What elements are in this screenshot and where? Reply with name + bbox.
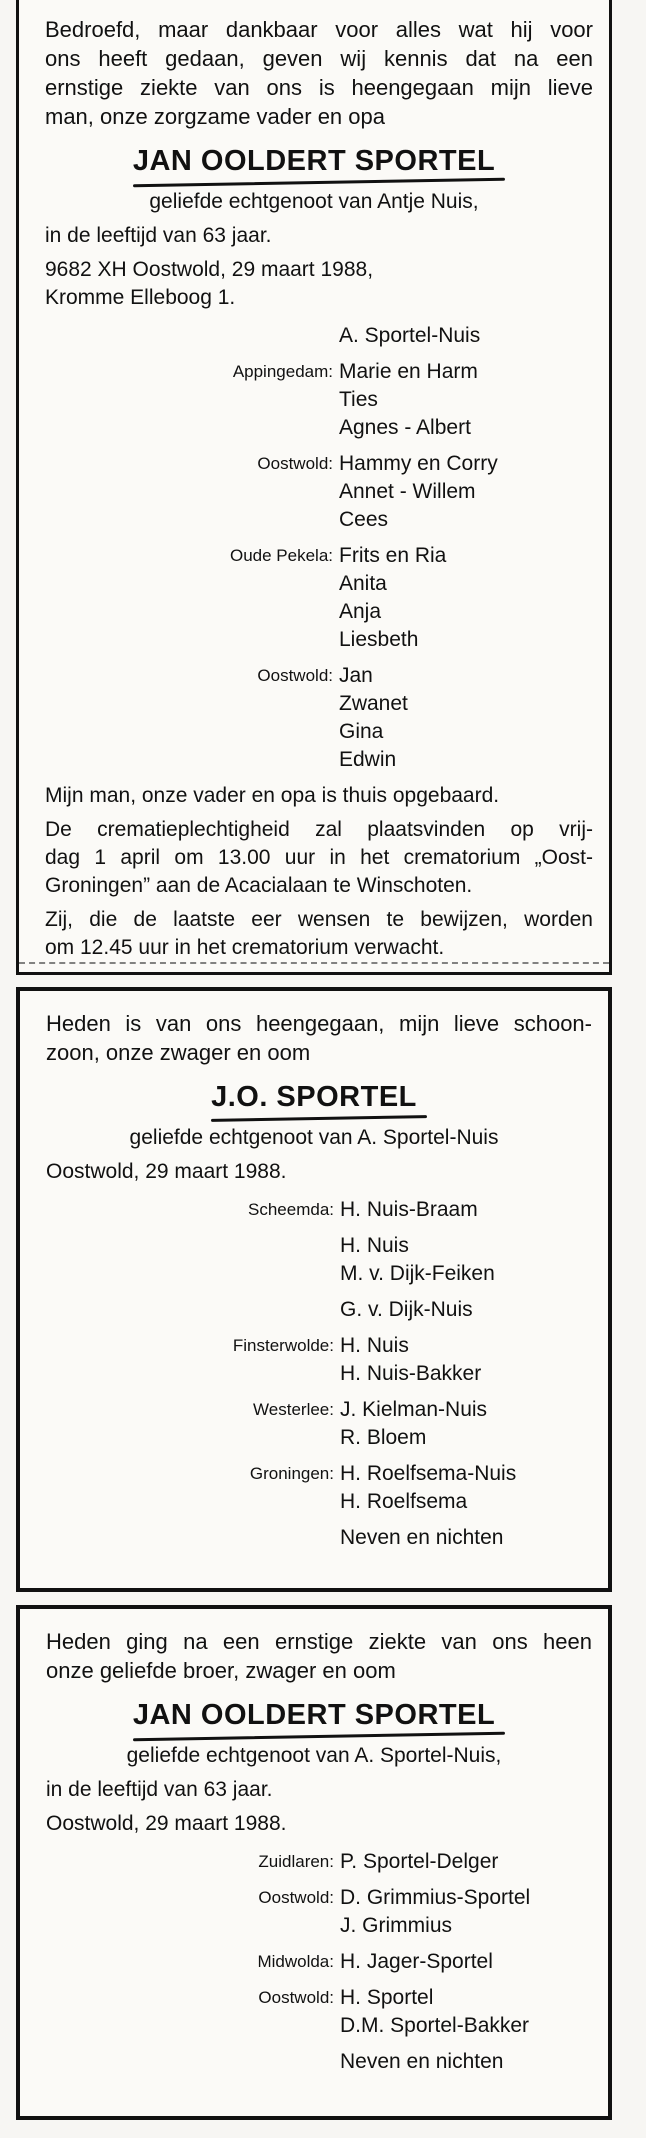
- deceased-name: JAN OOLDERT SPORTEL: [132, 1699, 496, 1731]
- closing-line: dag 1 april om 13.00 uur in het crematorium „Oost-: [45, 846, 593, 869]
- family-group: [35, 662, 593, 774]
- family-member: J. Kielman-Nuis: [340, 1398, 488, 1421]
- address: [45, 256, 593, 312]
- intro-line: zoon, onze zwager en oom: [46, 1040, 311, 1065]
- family-group: [36, 1196, 592, 1224]
- family-place: Groningen:: [249, 1464, 334, 1483]
- family-member: Frits en Ria: [339, 544, 447, 567]
- death-notice-1: [16, 0, 612, 975]
- family-place: [36, 1232, 340, 1288]
- family-member: H. Nuis-Bakker: [340, 1362, 482, 1385]
- family-group: [35, 450, 593, 534]
- family-member: A. Sportel-Nuis: [339, 324, 481, 347]
- family-member: J. Grimmius: [340, 1914, 452, 1937]
- family-list: [36, 1848, 592, 2076]
- family-place: Finsterwolde:: [232, 1336, 334, 1355]
- notice-intro: [46, 1627, 592, 1685]
- notice-intro: [46, 1009, 592, 1067]
- notice-intro: [45, 15, 593, 131]
- family-group: [36, 1232, 592, 1288]
- family-group: [36, 1396, 592, 1452]
- intro-line: Heden is van ons heengegaan, mijn lieve schoon-: [46, 1011, 592, 1036]
- family-group: [36, 1296, 592, 1324]
- closing-line: om 12.45 uur in het crematorium verwacht.: [45, 936, 445, 959]
- family-group: [36, 1332, 592, 1388]
- spouse-line: geliefde echtgenoot van Antje Nuis,: [149, 190, 479, 213]
- family-place: [36, 2048, 340, 2076]
- family-place: Appingedam:: [232, 362, 333, 381]
- divider: [19, 962, 609, 966]
- family-group: [36, 1460, 592, 1516]
- family-member: G. v. Dijk-Nuis: [340, 1298, 473, 1321]
- family-member: Zwanet: [339, 692, 408, 715]
- family-group: [36, 1948, 592, 1976]
- family-place: [35, 322, 339, 350]
- date-line: Oostwold, 29 maart 1988.: [46, 1160, 287, 1183]
- family-list: [35, 322, 593, 774]
- closing-text: [45, 906, 593, 962]
- spouse-line: geliefde echtgenoot van A. Sportel-Nuis: [129, 1126, 499, 1149]
- family-member: H. Nuis-Braam: [340, 1198, 478, 1221]
- family-group: [36, 1984, 592, 2040]
- closing-text: [45, 816, 593, 900]
- family-member: Cees: [339, 508, 389, 531]
- family-list: [36, 1196, 592, 1552]
- family-member: R. Bloem: [340, 1426, 427, 1449]
- family-place: Oude Pekela:: [229, 546, 333, 565]
- age-line: in de leeftijd van 63 jaar.: [46, 1778, 273, 1801]
- family-member: H. Roelfsema-Nuis: [340, 1462, 517, 1485]
- address-line: 9682 XH Oostwold, 29 maart 1988,: [45, 258, 374, 281]
- family-member: H. Roelfsema: [340, 1490, 468, 1513]
- family-member: Neven en nichten: [340, 2050, 504, 2073]
- family-group: [36, 1884, 592, 1940]
- family-member: Neven en nichten: [340, 1526, 504, 1549]
- family-group: [36, 1848, 592, 1876]
- deceased-name: JAN OOLDERT SPORTEL: [132, 145, 496, 177]
- family-member: D.M. Sportel-Bakker: [340, 2014, 530, 2037]
- family-member: D. Grimmius-Sportel: [340, 1886, 531, 1909]
- family-group: [36, 1524, 592, 1552]
- family-place: Zuidlaren:: [258, 1852, 334, 1871]
- family-member: Gina: [339, 720, 384, 743]
- closing-line: Zij, die de laatste eer wensen te bewijzen, worden: [45, 908, 593, 931]
- closing-line: Groningen” aan de Acacialaan te Winschoten.: [45, 874, 473, 897]
- closing-line: Mijn man, onze vader en opa is thuis opgebaard.: [45, 784, 500, 807]
- family-group: [36, 2048, 592, 2076]
- closing-text: [45, 782, 593, 810]
- family-place: [36, 1296, 340, 1324]
- intro-line: Bedroefd, maar dankbaar voor alles wat hij voor: [45, 17, 593, 42]
- family-member: H. Nuis: [340, 1234, 409, 1257]
- family-place: Oostwold:: [258, 1888, 334, 1907]
- family-group: [35, 322, 593, 350]
- intro-line: man, onze zorgzame vader en opa: [45, 104, 385, 129]
- death-notice-2: [16, 987, 612, 1592]
- spouse-line: geliefde echtgenoot van A. Sportel-Nuis,: [126, 1744, 502, 1767]
- family-member: Ties: [339, 388, 378, 411]
- intro-line: onze geliefde broer, zwager en oom: [46, 1658, 396, 1683]
- intro-line: ernstige ziekte van ons is heengegaan mijn lieve: [45, 75, 593, 100]
- deceased-name: J.O. SPORTEL: [211, 1081, 417, 1113]
- death-notice-3: [16, 1605, 612, 2120]
- family-place: Midwolda:: [257, 1952, 334, 1971]
- family-member: Anja: [339, 600, 382, 623]
- family-member: Annet - Willem: [339, 480, 476, 503]
- family-member: Marie en Harm: [339, 360, 478, 383]
- family-place: [36, 1524, 340, 1552]
- address-line: Kromme Elleboog 1.: [45, 286, 236, 309]
- family-place: Scheemda:: [248, 1200, 334, 1219]
- family-member: Hammy en Corry: [339, 452, 498, 475]
- family-place: Westerlee:: [253, 1400, 334, 1419]
- family-group: [35, 542, 593, 654]
- intro-line: Heden ging na een ernstige ziekte van ons heen: [46, 1629, 592, 1654]
- family-member: H. Nuis: [340, 1334, 409, 1357]
- family-member: P. Sportel-Delger: [340, 1850, 499, 1873]
- family-member: Anita: [339, 572, 387, 595]
- family-group: [35, 358, 593, 442]
- family-place: Oostwold:: [257, 666, 333, 685]
- intro-line: ons heeft gedaan, geven wij kennis dat na een: [45, 46, 593, 71]
- family-member: Jan: [339, 664, 373, 687]
- age-line: in de leeftijd van 63 jaar.: [45, 224, 272, 247]
- family-member: H. Sportel: [340, 1986, 434, 2009]
- date-line: Oostwold, 29 maart 1988.: [46, 1812, 287, 1835]
- family-place: Oostwold:: [258, 1988, 334, 2007]
- family-member: M. v. Dijk-Feiken: [340, 1262, 495, 1285]
- family-member: H. Jager-Sportel: [340, 1950, 493, 1973]
- family-place: Oostwold:: [257, 454, 333, 473]
- family-member: Edwin: [339, 748, 397, 771]
- family-member: Liesbeth: [339, 628, 419, 651]
- family-member: Agnes - Albert: [339, 416, 471, 439]
- closing-line: De crematieplechtigheid zal plaatsvinden op vrij-: [45, 818, 593, 841]
